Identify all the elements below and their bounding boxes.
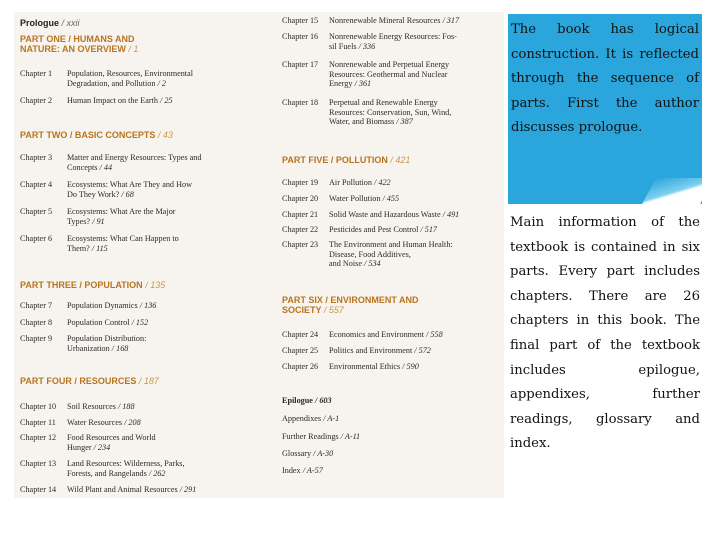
chapter-title: [329, 362, 419, 372]
part-three-page: / 135: [145, 280, 166, 290]
toc-chapter-row: [282, 346, 431, 356]
chapter-title: [329, 60, 449, 89]
toc-chapter-row: [20, 96, 173, 106]
chapter-title: [67, 301, 156, 311]
chapter-title: [329, 346, 431, 356]
toc-chapter-row: [282, 16, 459, 26]
part-two-page: / 43: [157, 130, 173, 140]
back-matter-page: / 603: [315, 396, 332, 405]
back-matter-label: Index: [282, 466, 301, 475]
chapter-page: / 455: [382, 194, 400, 203]
chapter-number: Chapter 26: [282, 362, 319, 371]
chapter-number: Chapter 25: [282, 346, 319, 355]
chapter-page: / 387: [396, 117, 413, 127]
toc-chapter-row: [282, 178, 391, 188]
toc-chapter-row: [282, 210, 459, 220]
chapter-number: Chapter 4: [20, 180, 53, 189]
toc-chapter-row: [20, 418, 141, 428]
chapter-title: [67, 318, 148, 328]
chapter-title-text: Economics and Environment: [329, 330, 425, 339]
chapter-page: / 590: [402, 362, 419, 371]
toc-chapter-row: [20, 318, 148, 328]
chapter-page: / 558: [426, 330, 443, 339]
part-three-title: PART THREE / POPULATION: [20, 280, 143, 290]
part-two-heading: [20, 130, 173, 140]
chapter-page: / 317: [442, 16, 460, 25]
chapter-title-text: Land Resources: Wilderness, Parks, Forests, and Rangelands: [67, 459, 185, 478]
toc-chapter-row: [282, 98, 451, 127]
chapter-title-text: Population Control: [67, 318, 130, 327]
chapter-title: [329, 16, 459, 26]
chapter-page: / 517: [420, 225, 438, 234]
chapter-page: / 136: [139, 301, 157, 310]
chapter-page: / 291: [179, 485, 197, 494]
chapter-page: / 44: [99, 162, 113, 172]
callout-text: The book has logical construction. It is reflected through the sequence of parts. First the author discusses prologue.: [511, 22, 699, 136]
chapter-number: Chapter 23: [282, 240, 319, 249]
chapter-title: [67, 334, 146, 353]
chapter-title: [67, 485, 196, 495]
chapter-title: [67, 69, 193, 88]
chapter-title-text: Ecosystems: What Are the Major Types?: [67, 207, 176, 226]
part-two-title: PART TWO / BASIC CONCEPTS: [20, 130, 156, 140]
prologue-page: / xxii: [61, 18, 80, 28]
toc-chapter-row: [20, 207, 176, 226]
chapter-number: Chapter 16: [282, 32, 319, 41]
toc-chapter-row: [20, 402, 135, 412]
toc-chapter-row: [20, 234, 179, 253]
chapter-page: / 208: [124, 418, 141, 427]
chapter-page: / 336: [358, 41, 376, 51]
chapter-title-text: Population Dynamics: [67, 301, 138, 310]
part-four-title: PART FOUR / RESOURCES: [20, 376, 137, 386]
part-four-heading: [20, 376, 159, 386]
chapter-page: / 152: [131, 318, 149, 327]
toc-chapter-row: [282, 240, 453, 269]
chapter-page: / 115: [91, 243, 108, 253]
chapter-number: Chapter 12: [20, 433, 57, 442]
back-matter-page: / A-57: [302, 466, 323, 475]
chapter-number: Chapter 21: [282, 210, 319, 219]
chapter-title-text: Pesticides and Pest Control: [329, 225, 419, 234]
chapter-title-text: Food Resources and World Hunger: [67, 433, 156, 452]
chapter-title-text: Perpetual and Renewable Energy Resources: Conservation, Sun, Wind, Water, and Biomass: [329, 98, 452, 127]
toc-chapter-row: [282, 32, 457, 51]
back-matter-label: Glossary: [282, 449, 312, 458]
chapter-number: Chapter 19: [282, 178, 319, 187]
back-matter-label: Further Readings: [282, 432, 339, 441]
chapter-title-text: Nonrenewable Energy Resources: Fos- sil Fuels: [329, 32, 457, 51]
chapter-number: Chapter 13: [20, 459, 57, 468]
chapter-title: [329, 98, 451, 127]
chapter-title: [67, 433, 156, 452]
chapter-title: [67, 402, 135, 412]
chapter-number: Chapter 15: [282, 16, 319, 25]
prologue-entry: [20, 18, 80, 28]
further-readings-entry: [282, 432, 360, 442]
chapter-title-text: Politics and Environment: [329, 346, 413, 355]
toc-chapter-row: [20, 153, 201, 172]
chapter-title: [67, 459, 185, 478]
toc-chapter-row: [20, 485, 196, 495]
chapter-page: / 168: [111, 343, 129, 353]
chapter-page: / 572: [414, 346, 431, 355]
part-one-title-line2: NATURE: AN OVERVIEW: [20, 44, 126, 54]
chapter-title-text: Nonrenewable Mineral Resources: [329, 16, 441, 25]
chapter-title-text: Water Pollution: [329, 194, 381, 203]
toc-chapter-row: [282, 60, 449, 89]
part-six-heading: [282, 295, 419, 315]
chapter-title-text: Ecosystems: What Can Happen to Them?: [67, 234, 179, 253]
chapter-title-text: Environmental Ethics: [329, 362, 401, 371]
chapter-title-text: Wild Plant and Animal Resources: [67, 485, 178, 494]
chapter-number: Chapter 7: [20, 301, 53, 310]
part-five-title: PART FIVE / POLLUTION: [282, 155, 388, 165]
chapter-title: [329, 194, 399, 204]
part-five-heading: [282, 155, 410, 165]
toc-chapter-row: [20, 69, 193, 88]
part-one-heading: [20, 34, 138, 54]
prologue-label: Prologue: [20, 18, 60, 28]
chapter-page: / 25: [160, 96, 173, 105]
chapter-title-text: Human Impact on the Earth: [67, 96, 158, 105]
chapter-page: / 422: [374, 178, 391, 187]
chapter-title: [67, 153, 201, 172]
chapter-title: [329, 32, 457, 51]
toc-chapter-row: [20, 459, 185, 478]
part-six-page: / 557: [323, 305, 344, 315]
part-six-title-line2: SOCIETY: [282, 305, 322, 315]
table-of-contents-image: [14, 12, 504, 498]
chapter-number: Chapter 20: [282, 194, 319, 203]
chapter-title-text: Water Resources: [67, 418, 123, 427]
chapter-title-text: Nonrenewable and Perpetual Energy Resources: Geothermal and Nuclear Energy: [329, 60, 450, 89]
chapter-title: [67, 418, 141, 428]
chapter-title-text: Solid Waste and Hazardous Waste: [329, 210, 441, 219]
chapter-title-text: The Environment and Human Health: Disease, Food Additives, and Noise: [329, 240, 453, 269]
chapter-number: Chapter 8: [20, 318, 53, 327]
chapter-page: / 262: [148, 468, 166, 478]
chapter-title: [329, 330, 443, 340]
toc-chapter-row: [282, 194, 399, 204]
chapter-title-text: Soil Resources: [67, 402, 116, 411]
chapter-page: / 534: [364, 259, 381, 269]
chapter-title-text: Population, Resources, Environmental Degradation, and Pollution: [67, 69, 193, 88]
back-matter-label: Appendixes: [282, 414, 322, 423]
chapter-number: Chapter 24: [282, 330, 319, 339]
back-matter-page: / A-30: [313, 449, 334, 458]
chapter-title: [329, 240, 453, 269]
chapter-number: Chapter 3: [20, 153, 53, 162]
epilogue-entry: [282, 396, 332, 406]
chapter-page: / 491: [442, 210, 460, 219]
summary-text: Main information of the textbook is contained in six parts. Every part includes chapters. There are 26 chapters in this book. The final part of the textbook includes epilogue, appendixes, further readings, glossary and index.: [510, 215, 700, 452]
toc-chapter-row: [20, 301, 156, 311]
back-matter-page: / A-1: [323, 414, 340, 423]
chapter-number: Chapter 9: [20, 334, 53, 343]
chapter-number: Chapter 5: [20, 207, 53, 216]
chapter-number: Chapter 14: [20, 485, 57, 494]
chapter-title-text: Population Distribution: Urbanization: [67, 334, 147, 353]
chapter-number: Chapter 2: [20, 96, 53, 105]
chapter-page: / 91: [92, 216, 105, 226]
part-three-heading: [20, 280, 165, 290]
chapter-title-text: Ecosystems: What Are They and How Do They Work?: [67, 180, 192, 199]
part-six-title-line1: PART SIX / ENVIRONMENT AND: [282, 295, 419, 305]
summary-paragraph: [510, 211, 700, 457]
toc-chapter-row: [20, 334, 146, 353]
chapter-title: [329, 225, 437, 235]
chapter-number: Chapter 1: [20, 69, 53, 78]
chapter-number: Chapter 10: [20, 402, 57, 411]
index-entry: [282, 466, 323, 476]
chapter-number: Chapter 17: [282, 60, 319, 69]
chapter-page: / 188: [117, 402, 135, 411]
chapter-number: Chapter 22: [282, 225, 319, 234]
part-one-page: / 1: [128, 44, 139, 54]
chapter-title: [67, 180, 192, 199]
toc-chapter-row: [20, 180, 192, 199]
chapter-number: Chapter 18: [282, 98, 319, 107]
part-four-page: / 187: [138, 376, 159, 386]
chapter-title: [67, 207, 176, 226]
chapter-page: / 68: [121, 189, 134, 199]
chapter-page: / 2: [157, 78, 166, 88]
callout-box: [508, 14, 702, 204]
part-five-page: / 421: [390, 155, 411, 165]
chapter-number: Chapter 11: [20, 418, 56, 427]
chapter-page: / 361: [354, 79, 372, 89]
back-matter-page: / A-11: [340, 432, 361, 441]
chapter-title-text: Air Pollution: [329, 178, 372, 187]
toc-chapter-row: [282, 330, 443, 340]
toc-chapter-row: [282, 225, 437, 235]
toc-chapter-row: [20, 433, 156, 452]
part-one-title-line1: PART ONE / HUMANS AND: [20, 34, 135, 44]
chapter-number: Chapter 6: [20, 234, 53, 243]
page-curl-decoration: [640, 178, 702, 204]
chapter-title-text: Matter and Energy Resources: Types and Concepts: [67, 153, 202, 172]
chapter-title: [67, 234, 179, 253]
chapter-title: [329, 210, 459, 220]
glossary-entry: [282, 449, 333, 459]
chapter-title: [329, 178, 391, 188]
back-matter-label: Epilogue: [282, 396, 313, 405]
appendixes-entry: [282, 414, 339, 424]
chapter-page: / 234: [93, 442, 111, 452]
chapter-title: [67, 96, 173, 106]
toc-chapter-row: [282, 362, 419, 372]
